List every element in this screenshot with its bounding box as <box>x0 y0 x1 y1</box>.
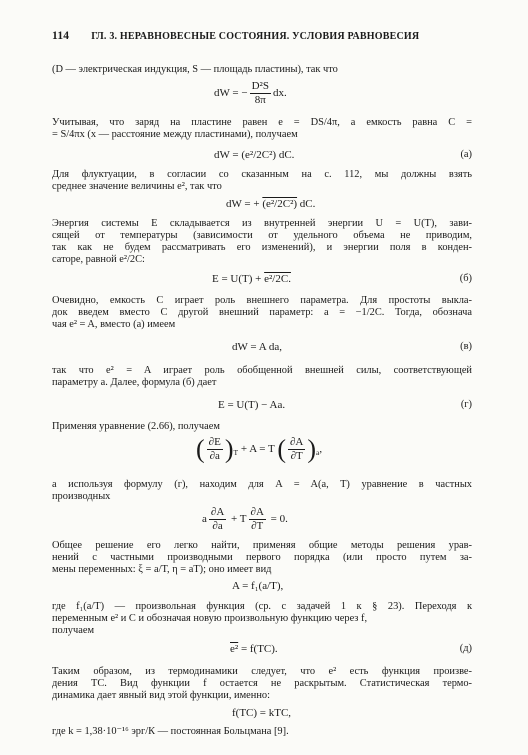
text-line: где k = 1,38·10⁻¹⁶ эрг/К — постоянная Больцмана [9]. <box>52 726 289 737</box>
text-line: производных <box>52 491 111 502</box>
equation-tag: (б) <box>459 273 472 284</box>
text-line: так как не будем рассматривать его изменений), и энергии поля в конден- <box>52 242 472 253</box>
text-line: параметру a. Далее, формула (б) дает <box>52 377 217 388</box>
text-line: Таким образом, из термодинамики следует, что e² есть функция произве- <box>52 666 472 677</box>
equation-pde: a $\frac{\partial A}{\partial a}$ + T $\frac{\partial A}{\partial T}$ = 0. <box>202 506 288 532</box>
text-line: = S/4πx (x — расстояние между пластинами), получаем <box>52 129 298 140</box>
fraction: $\frac{\partial A}{\partial a}$ <box>210 506 225 532</box>
equation-boltzmann: f(TC) = kTC, <box>232 707 292 719</box>
text-line: среднее значение величины e², так что <box>52 181 222 192</box>
text-line: Энергия системы E складывается из внутренней энергии U = U(T), зави- <box>52 218 472 229</box>
equation-g: E = U(T) − Aa. <box>218 399 286 411</box>
text-line: Общее решение его легко найти, применяя общие методы решения урав- <box>52 540 472 551</box>
text-line: Для флуктуации, в согласии со сказанным на с. 112, мы должны взять <box>52 169 472 180</box>
equation-tag: (г) <box>460 399 472 410</box>
equation-a: dW = (e²/2C²) dC. <box>214 149 295 161</box>
equation-b: E = U(T) + e²/2C. <box>212 273 291 285</box>
text-line: (D — электрическая индукция, S — площадь пластины), так что <box>52 64 338 75</box>
equation-mean-dw: dW = + (e²/2C²) dC. <box>226 198 316 210</box>
text-line: где f₁(a/T) — произвольная функция (ср. с задачей 1 к § 23). Переходя к <box>52 601 472 612</box>
text-line: сящей от температуры (зависимости от удельного объема не приводим, <box>52 230 472 241</box>
text-line: Применяя уравнение (2.66), получаем <box>52 421 220 432</box>
text-line: а используя формулу (г), находим для A = A(a, T) уравнение в частных <box>52 479 472 490</box>
fraction: $\frac{\partial A}{\partial T}$ <box>289 436 304 462</box>
equation-tag: (а) <box>460 149 472 160</box>
equation-thermo-relation: ( $\frac{\partial E}{\partial a}$ )$_T + A = T$ ( $\frac{\partial A}{\partial T}$ )$_a$, <box>196 434 323 464</box>
fraction: $\frac{\partial E}{\partial a}$ <box>208 436 221 462</box>
text-line: динамика дает явный вид этой функции, именно: <box>52 690 270 701</box>
equation-tag: (д) <box>459 643 472 654</box>
text-line: Учитывая, что заряд на пластине равен e = DS/4π, а емкость равна C = <box>52 117 472 128</box>
text-line: мены переменных: ξ = a/T, η = aT); оно имеет вид <box>52 564 272 575</box>
text-line: Очевидно, емкость C играет роль внешнего параметра. Для простоты выкла- <box>52 295 472 306</box>
text-line: переменным e² и C и обозначая новую произвольную функцию через f, <box>52 613 368 624</box>
fraction: $\frac{\text{D²S}}{8\pi}$ <box>251 80 269 106</box>
text-line: так что e² = A играет роль обобщенной внешней силы, соответствующей <box>52 365 472 376</box>
equation-general-solution: A = f₁(a/T), <box>232 580 284 592</box>
equation-tag: (в) <box>460 341 472 352</box>
running-title: ГЛ. 3. НЕРАВНОВЕСНЫЕ СОСТОЯНИЯ. УСЛОВИЯ РАВНОВЕСИЯ <box>91 31 420 42</box>
page-number: 114 <box>52 30 70 42</box>
text-line: дения TC. Вид функции f остается не раскрытым. Статистическая термо- <box>52 678 472 689</box>
equation-dw-dx: dW = − $\frac{\text{D²S}}{8\pi}$ dx. <box>214 80 287 106</box>
text-line: нений с частными производными первого порядка (или просто путем за- <box>52 552 472 563</box>
text-line: чая e² = A, вместо (а) имеем <box>52 319 176 330</box>
equation-d: e² = f(TC). <box>230 643 278 655</box>
text-line: док введем вместо C другой внешний параметр: a = −1/2C. Тогда, обознача <box>52 307 472 318</box>
text-line: получаем <box>52 625 95 636</box>
equation-v: dW = A da, <box>232 341 282 353</box>
running-header <box>52 30 472 44</box>
text-line: саторе, равной e²/2C: <box>52 254 145 265</box>
fraction: $\frac{\partial A}{\partial T}$ <box>250 506 264 532</box>
